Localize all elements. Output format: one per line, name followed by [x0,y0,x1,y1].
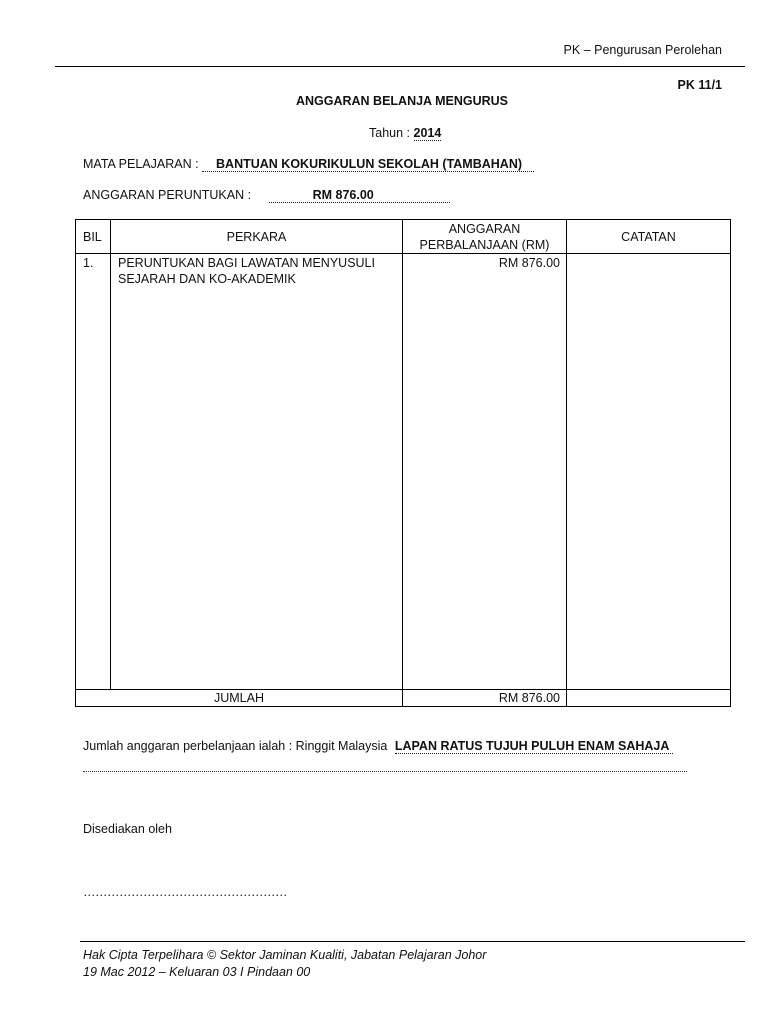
table-header-row [76,220,731,254]
total-amount: RM 876.00 [403,689,567,706]
prepared-by-label: Disediakan oleh [83,822,172,836]
col-header-anggaran-line2: PERBALANJAAN (RM) [419,237,550,252]
subject-value: BANTUAN KOKURIKULUN SEKOLAH (TAMBAHAN) [202,157,534,172]
row-perkara [111,254,403,690]
col-header-anggaran-line1: ANGGARAN [448,221,521,236]
signature-line: …………………………………………… [83,885,287,899]
summary-row [83,739,673,753]
year-row [369,126,441,140]
form-title: ANGGARAN BELANJA MENGURUS [295,94,509,108]
summary-label: Jumlah anggaran perbelanjaan ialah : Ringgit Malaysia [83,739,388,753]
allocation-row [83,188,450,202]
row-amount: RM 876.00 [403,254,567,690]
subject-row [83,157,534,171]
allocation-label: ANGGARAN PERUNTUKAN : [83,188,252,202]
form-code: PK 11/1 [677,78,722,92]
row-catatan [567,254,731,690]
footer-release: 19 Mac 2012 – Keluaran 03 I Pindaan 00 [83,965,311,979]
row-perkara-line1: PERUNTUKAN BAGI LAWATAN MENYUSULI [118,256,375,271]
summary-dotted-line [83,771,687,772]
col-header-catatan: CATATAN [567,220,731,254]
row-bil: 1. [76,254,111,690]
table-total-row [76,689,731,706]
col-header-bil: BIL [76,220,111,254]
footer-copyright: Hak Cipta Terpelihara © Sektor Jaminan Kualiti, Jabatan Pelajaran Johor [83,948,487,962]
total-label: JUMLAH [76,689,403,706]
year-label: Tahun : [369,126,411,140]
header-department: PK – Pengurusan Perolehan [563,43,722,57]
year-value: 2014 [413,126,442,140]
col-header-anggaran [403,220,567,254]
header-rule [55,66,745,67]
subject-label: MATA PELAJARAN : [83,157,199,171]
footer-rule [80,941,745,942]
col-header-perkara: PERKARA [111,220,403,254]
budget-table [75,219,731,707]
allocation-value: RM 876.00 [269,188,450,203]
table-row [76,254,731,690]
row-perkara-line2: SEJARAH DAN KO-AKADEMIK [118,272,296,287]
total-catatan [567,689,731,706]
summary-value: LAPAN RATUS TUJUH PULUH ENAM SAHAJA [395,739,674,754]
